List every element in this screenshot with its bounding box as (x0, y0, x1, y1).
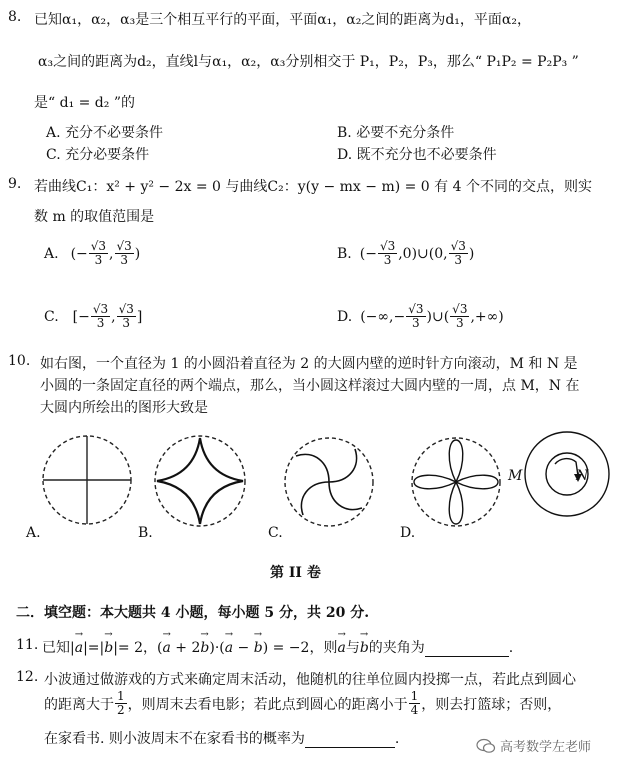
label-m: M (508, 468, 523, 484)
close-bracket: ] (136, 308, 143, 325)
zero-union: ,0)∪(0, (398, 245, 448, 262)
fraction-one-half: $\frac{1}{2}$ (117, 689, 125, 717)
figure-b (150, 432, 250, 530)
fraction: $\frac{√3}{3}$ (452, 302, 468, 330)
figure-d (406, 432, 506, 532)
fraction: $\frac{√3}{3}$ (92, 302, 109, 330)
figure-a (36, 430, 138, 530)
swirl-arm (296, 454, 329, 482)
figure-d-label: D. (400, 525, 416, 541)
wechat-icon (476, 738, 496, 754)
vector-b: → b (254, 640, 263, 656)
minus-sign: − (78, 308, 90, 325)
q12-number: 12. (16, 669, 39, 685)
union: )∪( (426, 308, 450, 325)
q10-line2: 小圆的一条固定直径的两个端点，那么，当小圆这样滚过大圆内壁的一周，点 M，N 在 (40, 378, 580, 394)
section-part2-heading: 二．填空题：本大题共 4 小题，每小题 5 分，共 20 分. (16, 605, 370, 621)
q9-option-c-label: C. (44, 308, 59, 325)
rotation-arrow-icon (555, 459, 578, 476)
q8-option-b: B. 必要不充分条件 (337, 125, 455, 141)
q11-number: 11. (16, 637, 39, 653)
fraction-one-quarter: $\frac{1}{4}$ (410, 689, 419, 717)
vector-b: → b (104, 640, 113, 656)
fraction: $\frac{√3}{3}$ (116, 239, 132, 267)
q10-line1: 如右图，一个直径为 1 的小圆沿着直径为 2 的大圆内壁的逆时针方向滚动，M 和 N 是 (40, 356, 578, 372)
fraction: $\frac{√3}{3}$ (408, 302, 424, 330)
q9-option-a (44, 240, 140, 267)
comma: , (111, 308, 116, 325)
open-paren: ( (70, 245, 77, 262)
swirl-arm (301, 482, 329, 515)
astroid-curve (157, 438, 243, 524)
q11-text: 已知|→ a|=|→ b|= 2，(→ a + 2→ b)·(→ a − → b) = −2，则→ a与→ b的夹角为 . (42, 637, 513, 657)
petal (456, 475, 498, 489)
pos-infinity: ,+∞) (470, 308, 504, 325)
answer-blank (305, 731, 395, 748)
swirl-arm (329, 482, 362, 510)
q9-option-c (44, 303, 142, 330)
close-paren: ) (468, 245, 475, 262)
fraction: $\frac{√3}{3}$ (450, 239, 466, 267)
watermark-text: 高考数学左老师 (500, 740, 592, 755)
q12-line3: 在家看书. 则小波周末不在家看书的概率为 . (44, 731, 400, 747)
close-paren: ) (134, 245, 141, 262)
q8-line2: α₃之间的距离为d₂，直线l与α₁，α₂，α₃分别相交于 P₁，P₂，P₃，那么“ P₁P₂ = P₂P₃ ” (38, 54, 579, 70)
dashed-circle (155, 436, 245, 526)
q10-line3: 大圆内所绘出的图形大致是 (40, 400, 208, 416)
q9-option-b-label: B. (337, 245, 352, 262)
petal (414, 475, 456, 489)
petal (449, 482, 463, 524)
q8-line1: 已知α₁，α₂，α₃是三个相互平行的平面，平面α₁，α₂之间的距离为d₁，平面α₂， (34, 12, 531, 28)
q12-line1: 小波通过做游戏的方式来确定周末活动，他随机的往单位圆内投掷一点，若此点到圆心 (44, 672, 576, 688)
answer-blank (425, 640, 509, 657)
reference-figure (522, 428, 612, 520)
minus-sign: − (76, 245, 88, 262)
minus-sign: − (365, 245, 377, 262)
petal (449, 440, 463, 482)
watermark (476, 736, 591, 755)
section-title: 第 II 卷 (270, 565, 321, 581)
q9-option-d-label: D. (337, 308, 353, 325)
q8-option-d: D. 既不充分也不必要条件 (337, 147, 497, 163)
open-paren: ( (359, 245, 366, 262)
vector-b: → b (360, 640, 369, 656)
swirl-arm (329, 449, 357, 482)
vector-a: → a (337, 640, 345, 656)
q9-number: 9. (8, 176, 22, 192)
figure-c (278, 432, 380, 532)
figure-b-label: B. (138, 525, 153, 541)
q8-number: 8. (8, 9, 22, 25)
q8-line3: 是“ d₁ = d₂ ”的 (34, 95, 135, 111)
vector-a: → a (75, 640, 83, 656)
comma: , (109, 245, 114, 262)
fraction: $\frac{√3}{3}$ (379, 239, 396, 267)
figure-c-label: C. (268, 525, 283, 541)
big-circle (525, 432, 609, 516)
neg-infinity: (−∞,− (360, 308, 406, 325)
q9-line1: 若曲线C₁：x² + y² − 2x = 0 与曲线C₂：y(y − mx − m) = 0 有 4 个不同的交点，则实 (34, 179, 592, 195)
vector-a: → a (163, 640, 171, 656)
q12-line2: 的距离大于 $\frac{1}{2}$ ，则周末去看电影；若此点到圆心的距离小于 $\frac{1}{4}$ ，则去打篮球；否则， (44, 689, 562, 717)
q10-number: 10. (8, 353, 31, 369)
label-n: N (576, 468, 589, 484)
q8-option-a: A. 充分不必要条件 (46, 125, 164, 141)
vector-b: → b (200, 640, 209, 656)
q8-option-c: C. 充分必要条件 (46, 147, 150, 163)
open-bracket: [ (72, 308, 79, 325)
q9-option-b (337, 240, 474, 267)
figure-a-label: A. (26, 525, 41, 541)
fraction: $\frac{√3}{3}$ (90, 239, 107, 267)
fraction: $\frac{√3}{3}$ (118, 302, 134, 330)
q9-option-a-label: A. (44, 245, 59, 262)
q9-line2: 数 m 的取值范围是 (34, 209, 155, 225)
q9-option-d (337, 303, 504, 330)
vector-a: → a (225, 640, 233, 656)
